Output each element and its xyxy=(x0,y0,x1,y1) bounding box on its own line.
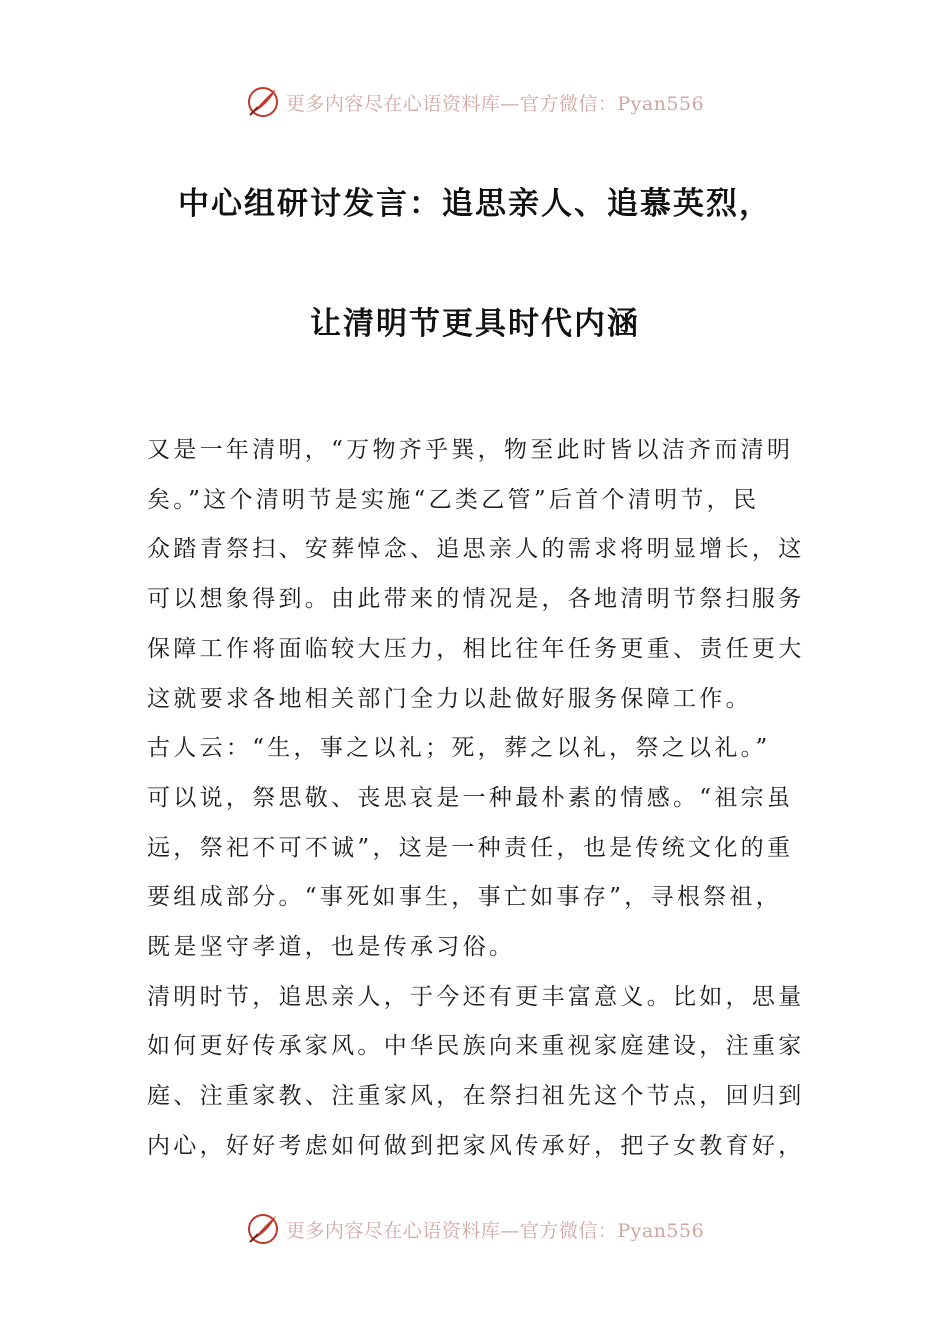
document-title-line-2: 让清明节更具时代内涵 xyxy=(310,306,640,342)
footer-banner-text: 更多内容尽在心语资料库—官方微信：Pyan556 xyxy=(285,1219,705,1242)
text-line: 清明时节，追思亲人，于今还有更丰富意义。比如，思量 xyxy=(147,983,805,1010)
text-line: 矣。”这个清明节是实施“乙类乙管”后首个清明节，民 xyxy=(147,486,760,513)
text-line: 众踏青祭扫、安葬悼念、追思亲人的需求将明显增长，这 xyxy=(147,536,805,563)
quill-pen-logo-icon xyxy=(246,85,280,119)
text-line: 内心，好好考虑如何做到把家风传承好，把子女教育好， xyxy=(147,1132,805,1159)
paragraph-2 xyxy=(147,724,807,973)
paragraph-3 xyxy=(147,973,807,1172)
text-line: 古人云：“生，事之以礼；死，葬之以礼，祭之以礼。” xyxy=(147,735,771,762)
paragraph-1 xyxy=(147,426,807,724)
text-line: 这就要求各地相关部门全力以赴做好服务保障工作。 xyxy=(147,685,752,712)
text-line: 既是坚守孝道，也是传承习俗。 xyxy=(147,934,516,961)
document-body xyxy=(147,426,807,1172)
document-title-line-1: 中心组研讨发言：追思亲人、追慕英烈， xyxy=(178,186,772,222)
text-line: 如何更好传承家风。中华民族向来重视家庭建设，注重家 xyxy=(147,1033,805,1060)
header-banner xyxy=(0,82,950,122)
footer-banner xyxy=(0,1209,950,1249)
text-line: 又是一年清明，“万物齐乎巽，物至此时皆以洁齐而清明 xyxy=(147,437,794,463)
text-line: 要组成部分。“事死如事生，事亡如事存”，寻根祭祖， xyxy=(147,884,783,911)
text-line: 可以说，祭思敬、丧思哀是一种最朴素的情感。“祖宗虽 xyxy=(147,784,794,811)
text-line: 远，祭祀不可不诚”，这是一种责任，也是传统文化的重 xyxy=(147,834,794,861)
text-line: 保障工作将面临较大压力，相比往年任务更重、责任更大 xyxy=(147,635,805,662)
quill-pen-logo-icon xyxy=(246,1212,280,1246)
text-line: 庭、注重家教、注重家风，在祭扫祖先这个节点，回归到 xyxy=(147,1083,805,1110)
header-banner-text: 更多内容尽在心语资料库—官方微信：Pyan556 xyxy=(285,92,705,115)
text-line: 可以想象得到。由此带来的情况是，各地清明节祭扫服务 xyxy=(147,586,805,613)
